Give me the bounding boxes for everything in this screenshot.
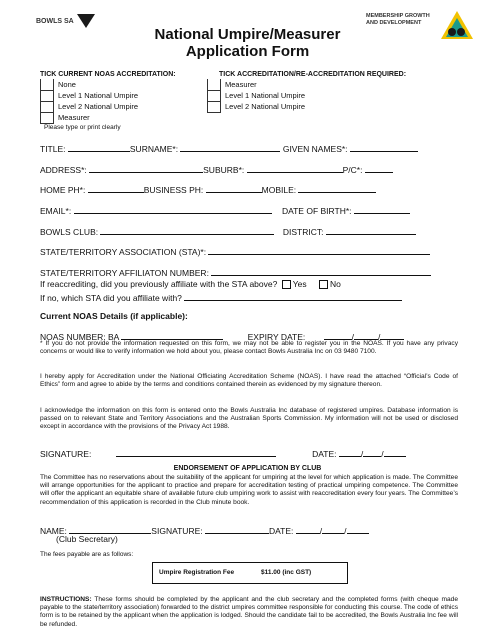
which-sta-field[interactable] (184, 290, 402, 301)
suburb-field[interactable] (247, 162, 343, 173)
page-subtitle: Application Form (185, 43, 310, 60)
tick-current-measurer-checkbox[interactable] (40, 112, 54, 124)
no-label: No (329, 279, 341, 289)
title-label: TITLE: (40, 144, 66, 154)
sta-affiliation-label: STATE/TERRITORY AFFILIATON NUMBER: (40, 268, 209, 278)
signature-day-field[interactable] (339, 446, 364, 459)
district-label: DISTRICT: (282, 227, 324, 237)
email-row (40, 203, 410, 216)
required-accreditation-heading: TICK ACCREDITATION/RE-ACCREDITATION REQUIRED: (219, 71, 407, 78)
address-label: ADDRESS*: (40, 165, 87, 175)
yes-label: Yes (292, 279, 307, 289)
signature-row (40, 446, 406, 459)
current-accreditation-heading: TICK CURRENT NOAS ACCREDITATION: (40, 71, 176, 78)
sta-field[interactable] (208, 244, 430, 255)
current-option: Level 1 National Umpire (58, 91, 139, 100)
phone-row (40, 182, 376, 195)
dob-label: DATE OF BIRTH*: (281, 206, 352, 216)
home-phone-label: HOME PH*: (40, 185, 86, 195)
given-names-label: GIVEN NAMES*: (282, 144, 348, 154)
surname-field[interactable] (180, 141, 280, 152)
given-names-field[interactable] (350, 141, 418, 152)
which-sta-row (40, 290, 402, 303)
required-option: Measurer (225, 80, 257, 89)
district-field[interactable] (326, 224, 416, 235)
fees-intro: The fees payable are as follows: (40, 551, 134, 558)
secretary-signature-field[interactable] (205, 523, 269, 534)
noas-number-label: NOAS NUMBER: BA (40, 332, 119, 342)
surname-label: SURNAME*: (129, 144, 179, 154)
sta-label: STATE/TERRITORY ASSOCIATION (STA)*: (40, 247, 207, 257)
reaccrediting-question: If reaccrediting, did you previously affiliate with the STA above? (40, 279, 278, 289)
secretary-month-field[interactable] (319, 523, 347, 536)
fee-item: Umpire Registration Fee (159, 569, 235, 576)
current-option: Measurer (58, 113, 90, 122)
bowls-club-field[interactable] (100, 224, 274, 235)
noas-number-field[interactable] (121, 329, 223, 340)
pc-label: P/C*: (342, 165, 363, 175)
date-separator: / (360, 449, 364, 459)
membership-logo-line2: AND DEVELOPMENT (366, 20, 422, 26)
declaration-database: I acknowledge the information on this form is entered onto the Bowls Australia Inc database of registered umpires. Database information is passed on to relevant State and Territory Associations and the Australian Sports Commission. My information will not be used or disclosed except in accordance with the provisions of the Privacy Act 1988. (40, 407, 458, 431)
no-checkbox[interactable] (319, 280, 328, 289)
expiry-month-field[interactable] (351, 329, 381, 342)
fee-amount: $11.00 (inc GST) (261, 569, 312, 576)
required-option: Level 1 National Umpire (225, 91, 306, 100)
print-note: Please type or print clearly (44, 124, 121, 131)
secretary-name-label: NAME: (40, 526, 67, 536)
noas-heading: Current NOAS Details (if applicable): (40, 311, 188, 321)
endorsement-heading: ENDORSEMENT OF APPLICATION BY CLUB (173, 465, 322, 472)
signature-date-label: DATE: (312, 449, 337, 459)
signature-field[interactable] (116, 446, 276, 457)
email-label: EMAIL*: (40, 206, 72, 216)
reaccrediting-row (40, 279, 341, 289)
sta-affiliation-row (40, 265, 431, 278)
secretary-day-field[interactable] (296, 523, 323, 536)
pc-field[interactable] (365, 162, 393, 173)
business-phone-label: BUSINESS PH: (143, 185, 204, 195)
business-phone-field[interactable] (206, 182, 262, 193)
declaration-accreditation: I hereby apply for Accreditation under the National Officiating Accreditation Scheme (NOAS). I have read the attached “Official’s Code of Ethics” form and agree to abide by the terms and conditions contained therein as evidenced by my signature thereon. (40, 373, 458, 389)
secretary-signature-label: SIGNATURE: (151, 526, 203, 536)
address-field[interactable] (89, 162, 203, 173)
signature-label: SIGNATURE: (40, 449, 92, 459)
date-separator: / (381, 449, 384, 459)
expiry-day-field[interactable] (324, 329, 355, 342)
signature-month-field[interactable] (360, 446, 384, 459)
which-sta-label: If no, which STA did you affiliate with? (40, 293, 182, 303)
title-field[interactable] (68, 141, 130, 152)
club-row (40, 224, 416, 237)
tick-required-level2-checkbox[interactable] (207, 101, 221, 113)
email-field[interactable] (74, 203, 272, 214)
endorsement-text: The Committee has no reservations about the suitability of the applicant for umpiring at the level for which application is made. The Committee will arrange opportunities for the applicant to practice and prepare for accreditation testing of practical umpiring competence. The Committee will offer the applicant an equitable share of available future club umpiring work to assist with reaccreditation every four years. The Committee’s recommendation of this application is recorded in the Club minute book. (40, 474, 458, 506)
date-separator: / (319, 526, 323, 536)
bowls-sa-logo-text: BOWLS SA (36, 17, 74, 25)
current-option: Level 2 National Umpire (58, 102, 139, 111)
fees-table (152, 562, 348, 584)
bowls-club-label: BOWLS CLUB: (40, 227, 99, 237)
yes-checkbox[interactable] (282, 280, 291, 289)
dob-field[interactable] (354, 203, 410, 214)
secretary-name-field[interactable] (69, 523, 151, 534)
privacy-footnote: * If you do not provide the information requested on this form, we may not be able to register you in the NOAS. If you have any privacy concerns or would like to verify information we hold about you, please contact Bowls Australia Inc on 03 9480 7100. (40, 340, 458, 356)
secretary-date-label: DATE: (269, 526, 294, 536)
home-phone-field[interactable] (88, 182, 144, 193)
instructions (40, 596, 458, 629)
secretary-year-field[interactable] (347, 523, 369, 534)
date-separator: / (351, 332, 355, 342)
sta-row (40, 244, 430, 257)
date-separator: / (378, 332, 381, 342)
club-secretary-caption: (Club Secretary) (56, 534, 118, 544)
mobile-label: MOBILE: (261, 185, 297, 195)
instructions-label: INSTRUCTIONS: (40, 596, 92, 603)
sta-affiliation-field[interactable] (211, 265, 431, 276)
suburb-label: SUBURB*: (203, 165, 245, 175)
instructions-text: These forms should be completed by the applicant and the club secretary and the completed forms (with cheque made payable to the state/territory association) forwarded to the district umpires committee responsible for conducting this course. The code of ethics form is to be retained by the applicant when the application is lodged. Should the candidate fail to be accredited, the Bowls Australia Inc fee will be refunded. (40, 596, 459, 628)
expiry-year-field[interactable] (380, 329, 404, 340)
title-row (40, 141, 418, 154)
membership-logo-line1: MEMBERSHIP GROWTH (366, 13, 430, 19)
address-row (40, 162, 393, 175)
signature-year-field[interactable] (384, 446, 406, 457)
page-title: National Umpire/Measurer (154, 26, 341, 43)
current-option: None (58, 80, 76, 89)
expiry-date-label: EXPIRY DATE: (247, 332, 306, 342)
required-option: Level 2 National Umpire (225, 102, 306, 111)
date-separator: / (344, 526, 347, 536)
mobile-field[interactable] (298, 182, 376, 193)
